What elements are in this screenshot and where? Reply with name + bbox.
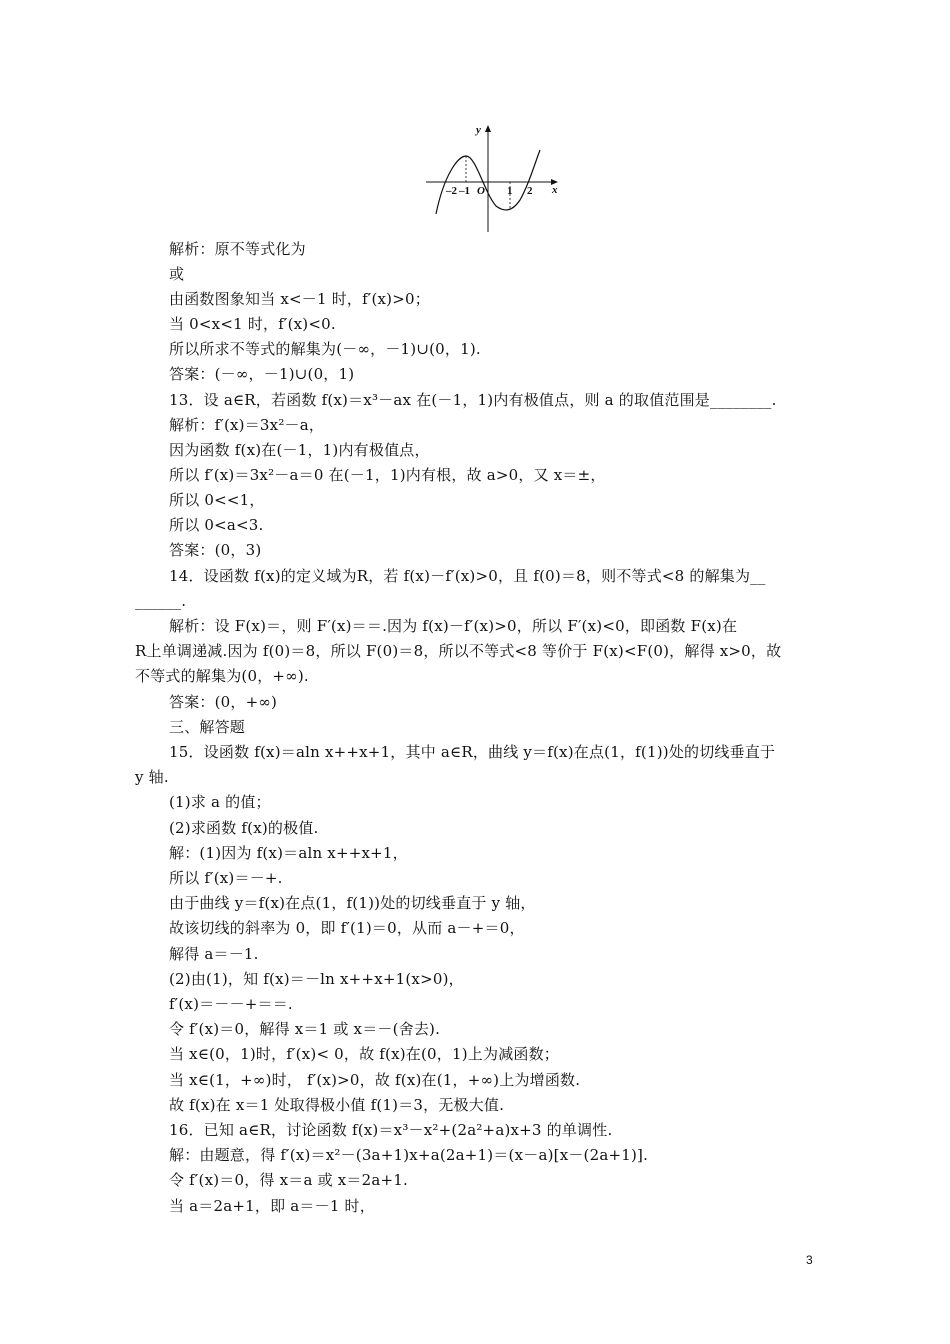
text-line: 解：(1)因为 f(x)＝aln x++x+1，	[169, 844, 408, 862]
question-16: 16．已知 a∈R，讨论函数 f(x)＝x³－x²+(2a²+a)x+3 的单调性.	[169, 1121, 613, 1139]
answer-line: 答案：(0，3)	[169, 541, 262, 559]
function-graph-svg	[424, 120, 564, 234]
text-line: 所以 0<a<3.	[169, 516, 264, 534]
answer-line: 答案：(－∞，－1)∪(0，1)	[169, 365, 355, 383]
y-axis-label: y	[476, 124, 481, 136]
text-line: (2)求函数 f(x)的极值.	[169, 819, 319, 837]
question-15: 15．设函数 f(x)＝aln x++x+1，其中 a∈R，曲线 y＝f(x)在点(1，f(1))处的切线垂直于	[169, 743, 776, 761]
text-line: (1)求 a 的值；	[169, 793, 271, 811]
text-line: 当 x∈(1，+∞)时， f′(x)>0，故 f(x)在(1，+∞)上为增函数.	[169, 1071, 581, 1089]
function-graph-figure	[424, 120, 564, 234]
text-line: 所以 f′(x)＝3x²－a＝0 在(－1，1)内有根，故 a>0，又 x＝±，	[169, 466, 606, 484]
text-line: 故该切线的斜率为 0，即 f′(1)＝0，从而 a－+＝0，	[169, 919, 525, 937]
text-line: 解：由题意，得 f′(x)＝x²－(3a+1)x+a(2a+1)＝(x－a)[x－(2a+1)].	[169, 1146, 649, 1164]
text-line: 解析：f′(x)＝3x²－a，	[169, 416, 325, 434]
text-line: 解析：原不等式化为	[169, 240, 306, 258]
tick-label: 1	[507, 185, 513, 197]
origin-label: O	[477, 185, 485, 197]
text-line: f′(x)＝－－+＝＝.	[169, 995, 293, 1013]
text-line: 或	[169, 265, 185, 283]
tick-label: 2	[527, 185, 533, 197]
text-line: 由函数图象知当 x<－1 时，f′(x)>0；	[169, 290, 430, 308]
text-line: 令 f′(x)＝0，得 x＝a 或 x＝2a+1.	[169, 1171, 408, 1189]
answer-line: 答案：(0，+∞)	[169, 693, 278, 711]
text-line: y 轴.	[135, 768, 169, 786]
text-line: 因为函数 f(x)在(－1，1)内有极值点，	[169, 441, 430, 459]
section-heading: 三、解答题	[169, 718, 246, 736]
text-line: 由于曲线 y＝f(x)在点(1，f(1))处的切线垂直于 y 轴，	[169, 894, 536, 912]
text-line: 解得 a＝－1.	[169, 945, 259, 963]
text-line: 所以 0<<1，	[169, 491, 265, 509]
text-line: 所以 f′(x)＝－+.	[169, 869, 283, 887]
text-line: 当 x∈(0，1)时，f′(x)< 0，故 f(x)在(0，1)上为减函数；	[169, 1045, 559, 1063]
text-line: R上单调递减.因为 f(0)＝8，所以 F(0)＝8，所以不等式<8 等价于 F(x)<F(0)，解得 x>0，故	[135, 642, 782, 660]
text-line: 所以所求不等式的解集为(－∞，－1)∪(0，1).	[169, 340, 481, 358]
x-axis-label: x	[552, 184, 558, 196]
text-line: (2)由(1)，知 f(x)＝－ln x++x+1(x>0)，	[169, 970, 464, 988]
text-line: 当 0<x<1 时，f′(x)<0.	[169, 315, 336, 333]
tick-label: –2	[446, 185, 457, 197]
page-number: 3	[806, 1253, 813, 1267]
text-line: 不等式的解集为(0，+∞).	[135, 667, 309, 685]
text-line: 令 f′(x)＝0，解得 x＝1 或 x＝－(舍去).	[169, 1020, 441, 1038]
question-13: 13．设 a∈R，若函数 f(x)＝x³－ax 在(－1，1)内有极值点，则 a 的取值范围是________.	[169, 391, 777, 409]
text-line: 解析：设 F(x)＝，则 F′(x)＝＝.因为 f(x)－f′(x)>0，所以 F′(x)<0，即函数 F(x)在	[169, 617, 738, 635]
text-line: ______.	[135, 592, 187, 610]
question-14: 14．设函数 f(x)的定义域为R，若 f(x)－f′(x)>0，且 f(0)＝8，则不等式<8 的解集为__	[169, 567, 766, 585]
text-line: 当 a＝2a+1，即 a＝－1 时，	[169, 1197, 375, 1215]
y-axis-arrow-icon	[485, 125, 491, 132]
text-line: 故 f(x)在 x＝1 处取得极小值 f(1)＝3，无极大值.	[169, 1096, 505, 1114]
tick-label: –1	[459, 185, 470, 197]
